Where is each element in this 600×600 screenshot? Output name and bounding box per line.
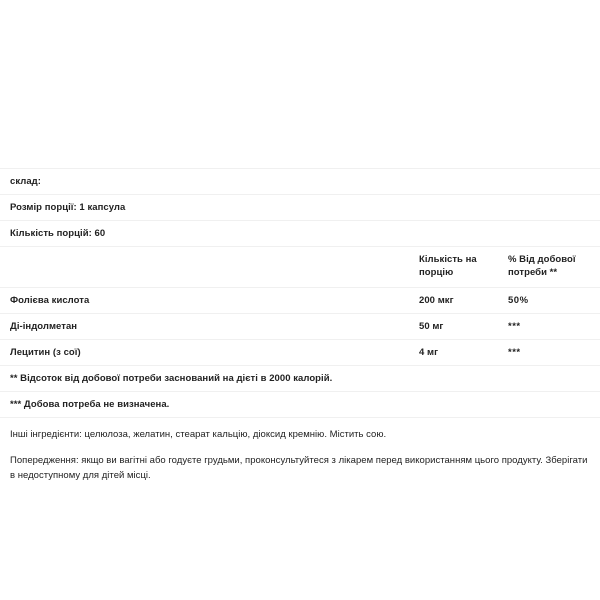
table-row — [0, 313, 600, 339]
nutrient-name: Фолієва кислота — [10, 295, 90, 306]
nutrient-amount: 200 мкг — [419, 295, 454, 306]
table-row — [0, 339, 600, 365]
servings-per-container-label: Кількість порцій: 60 — [10, 228, 106, 239]
footnote-daily-value-basis: ** Відсоток від добової потреби заснований на дієті в 2000 калорій. — [10, 373, 333, 384]
table-header-amount-per-serving: Кількість на порцію — [419, 254, 477, 278]
nutrient-daily-value: *** — [508, 321, 521, 332]
composition-label-row — [0, 168, 600, 194]
serving-size-row — [0, 194, 600, 220]
servings-per-container-row — [0, 220, 600, 246]
composition-label: склад: — [10, 176, 41, 187]
supplement-facts-panel — [0, 168, 600, 483]
warning-text: Попередження: якщо ви вагітні або годуєте грудьми, проконсультуйтеся з лікарем перед використанням цього продукту. Зберігати в недоступному для дітей місці. — [10, 455, 588, 481]
nutrient-daily-value: 50% — [508, 295, 529, 306]
table-header-row — [0, 246, 600, 287]
nutrient-amount: 4 мг — [419, 347, 439, 358]
other-ingredients-text: Інші інгредієнти: целюлоза, желатин, стеарат кальцію, діоксид кремнію. Містить сою. — [10, 429, 387, 440]
nutrient-name: Ді-індолметан — [10, 321, 78, 332]
nutrient-amount: 50 мг — [419, 321, 444, 332]
nutrient-name: Лецитин (з сої) — [10, 347, 81, 358]
footnote-row — [0, 365, 600, 391]
table-header-percent-daily-value: % Від добової потреби ** — [508, 254, 576, 278]
footnote-row — [0, 391, 600, 417]
footnote-daily-value-not-established: *** Добова потреба не визначена. — [10, 399, 170, 410]
table-row — [0, 287, 600, 313]
serving-size-label: Розмір порції: 1 капсула — [10, 202, 126, 213]
top-whitespace — [0, 0, 600, 168]
nutrient-daily-value: *** — [508, 347, 521, 358]
